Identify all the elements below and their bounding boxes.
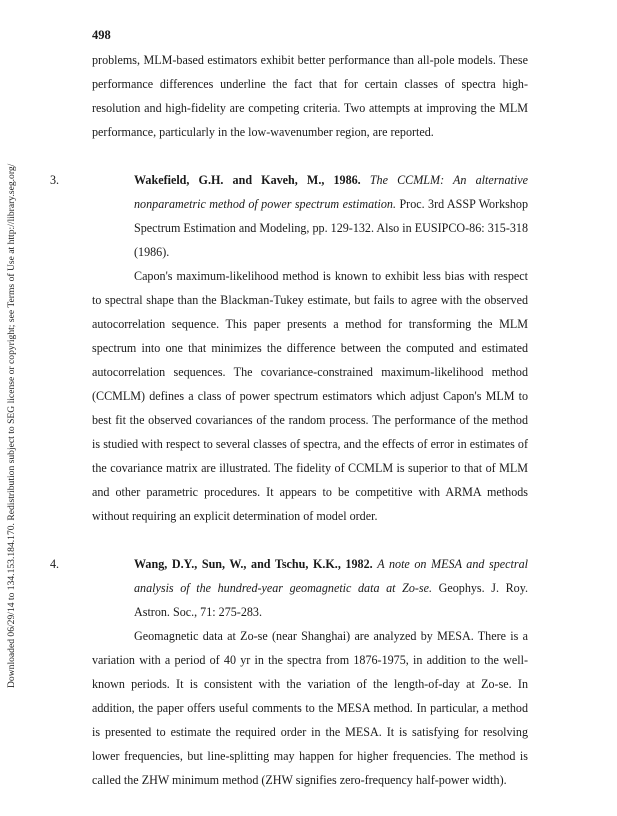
page-content	[50, 48, 529, 816]
download-notice: Downloaded 06/29/14 to 134.153.184.170. Redistribution subject to SEG license or copyright; see Terms of Use at http://library.seg.org/	[6, 163, 17, 688]
entry-abstract: Capon's maximum-likelihood method is known to exhibit less bias with respect to spectral shape than the Blackman-Tukey estimate, but fails to agree with the observed autocorrelation sequence. This paper presents a method for transforming the MLM spectrum into one that minimizes the difference between the computed and estimated autocorrelation sequences. The covariance-constrained maximum-likelihood method (CCMLM) defines a class of power spectrum estimators which adjust Capon's MLM to best fit the observed covariances of the random process. The performance of the method is studied with respect to several classes of spectra, and the effects of error in estimates of the covariance matrix are illustrated. The fidelity of CCMLM is superior to that of MLM and other parametric procedures. It appears to be competitive with ARMA methods without requiring an explicit determination of model order.	[92, 269, 528, 523]
entry-source: Geophys. J. Roy. Astron. Soc., 71: 275-283.	[134, 581, 528, 619]
reference-entry	[50, 168, 529, 528]
entry-authors: Wakefield, G.H. and Kaveh, M., 1986.	[134, 173, 361, 187]
entry-authors: Wang, D.Y., Sun, W., and Tschu, K.K., 1982.	[134, 557, 373, 571]
entry-abstract: Geomagnetic data at Zo-se (near Shanghai) are analyzed by MESA. There is a variation with a period of 40 yr in the spectra from 1876-1975, in addition to the well-known periods. It is consistent with the variation of the length-of-day at Zo-se. In addition, the paper offers useful comments to the MESA method. In particular, a method is presented to estimate the required order in the MESA. It is satisfying for resolving lower frequencies, but line-splitting may happen for higher frequencies. The method is called the ZHW minimum method (ZHW signifies zero-frequency half-power width).	[92, 629, 528, 787]
intro-paragraph: problems, MLM-based estimators exhibit better performance than all-pole models. These performance differences underline the fact that for certain classes of spectra high-resolution and high-fidelity are competing criteria. Two attempts at improving the MLM performance, particularly in the low-wavenumber region, are reported.	[92, 53, 528, 139]
page-number: 498	[92, 28, 111, 42]
reference-citation: 4. Wang, D.Y., Sun, W., and Tschu, K.K., 1982. A note on MESA and spectral analysis of the hundred-year geomagnetic data at Zo-se. Geophys. J. Roy. Astron. Soc., 71: 275-283.	[50, 557, 528, 619]
entry-source: Proc. 3rd ASSP Workshop Spectrum Estimation and Modeling, pp. 129-132. Also in EUSIPCO-86: 315-318 (1986).	[134, 197, 529, 259]
entry-title: The CCMLM: An alternative nonparametric method of power spectrum estimation.	[134, 173, 528, 211]
reference-citation: 3. Wakefield, G.H. and Kaveh, M., 1986. The CCMLM: An alternative nonparametric method of power spectrum estimation. Proc. 3rd ASSP Workshop Spectrum Estimation and Modeling, pp. 129-132. Also in EUSIPCO-86: 315-318 (1986).	[50, 173, 529, 259]
entry-title: A note on MESA and spectral analysis of the hundred-year geomagnetic data at Zo-se.	[134, 557, 528, 595]
reference-entry	[50, 552, 528, 792]
